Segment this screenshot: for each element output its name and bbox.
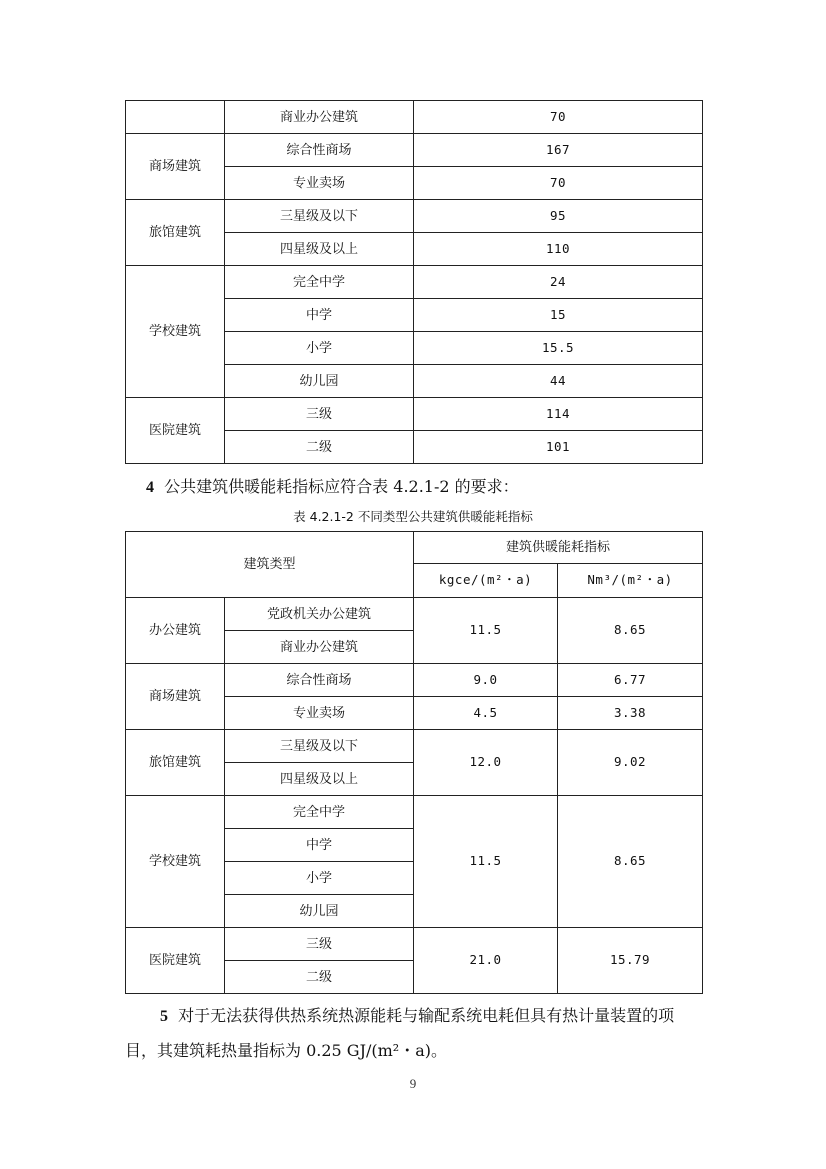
subtype-cell: 三星级及以下 [225,200,414,233]
subtype-cell: 四星级及以上 [225,233,414,266]
value-cell: 95 [414,200,703,233]
group-cell: 办公建筑 [126,598,225,664]
subtype-cell: 综合性商场 [225,134,414,167]
group-cell: 医院建筑 [126,398,225,464]
subtype-cell: 中学 [225,829,414,862]
subtype-cell: 二级 [225,961,414,994]
table-row [126,101,703,134]
value-kgce-cell: 4.5 [414,697,558,730]
table-row [126,796,703,829]
table-continued-energy-index [125,100,703,464]
table-row [126,398,703,431]
value-cell: 24 [414,266,703,299]
group-cell: 旅馆建筑 [126,730,225,796]
paragraph-5-line2: 目，其建筑耗热量指标为 0.25 GJ/(m²・a)。 [125,1041,447,1060]
subtype-cell: 小学 [225,332,414,365]
page-number: 9 [409,1076,417,1091]
group-cell: 旅馆建筑 [126,200,225,266]
subtype-cell: 三级 [225,928,414,961]
group-cell: 商场建筑 [126,134,225,200]
subtype-cell: 综合性商场 [225,664,414,697]
subtype-cell: 商业办公建筑 [225,101,414,134]
value-kgce-cell: 11.5 [414,598,558,664]
heating-energy-index-table [125,531,703,994]
value-nm3-cell: 9.02 [558,730,703,796]
subtype-cell: 完全中学 [225,796,414,829]
paragraph-5-line1 [160,1003,674,1026]
value-cell: 167 [414,134,703,167]
subtype-cell: 小学 [225,862,414,895]
value-kgce-cell: 12.0 [414,730,558,796]
header-unit-kgce: kgce/(m²・a) [414,564,558,598]
value-kgce-cell: 11.5 [414,796,558,928]
subtype-cell: 幼儿园 [225,895,414,928]
value-nm3-cell: 8.65 [558,598,703,664]
subtype-cell: 专业卖场 [225,697,414,730]
group-cell [126,101,225,134]
table-row [126,928,703,961]
value-cell: 70 [414,101,703,134]
value-nm3-cell: 15.79 [558,928,703,994]
table-row [126,266,703,299]
subtype-cell: 商业办公建筑 [225,631,414,664]
value-cell: 44 [414,365,703,398]
subtype-cell: 党政机关办公建筑 [225,598,414,631]
subtype-cell: 幼儿园 [225,365,414,398]
group-cell: 学校建筑 [126,796,225,928]
paragraph-text: 公共建筑供暖能耗指标应符合表 4.2.1-2 的要求： [164,477,519,496]
table-row [126,664,703,697]
value-kgce-cell: 9.0 [414,664,558,697]
value-nm3-cell: 3.38 [558,697,703,730]
subtype-cell: 完全中学 [225,266,414,299]
value-nm3-cell: 6.77 [558,664,703,697]
paragraph-number: 5 [160,1008,168,1025]
subtype-cell: 中学 [225,299,414,332]
header-unit-nm3: Nm³/(m²・a) [558,564,703,598]
subtype-cell: 专业卖场 [225,167,414,200]
value-cell: 110 [414,233,703,266]
value-cell: 70 [414,167,703,200]
table-row [126,730,703,763]
group-cell: 医院建筑 [126,928,225,994]
table-row [126,598,703,631]
header-row [126,532,703,564]
subtype-cell: 三级 [225,398,414,431]
paragraph-number: 4 [146,479,154,496]
table-row [126,200,703,233]
header-building-type: 建筑类型 [126,532,414,598]
subtype-cell: 三星级及以下 [225,730,414,763]
paragraph-4 [146,474,519,497]
table-row [126,134,703,167]
group-cell: 商场建筑 [126,664,225,730]
value-nm3-cell: 8.65 [558,796,703,928]
value-kgce-cell: 21.0 [414,928,558,994]
value-cell: 15.5 [414,332,703,365]
subtype-cell: 四星级及以上 [225,763,414,796]
group-cell: 学校建筑 [126,266,225,398]
subtype-cell: 二级 [225,431,414,464]
paragraph-text: 对于无法获得供热系统热源能耗与输配系统电耗但具有热计量装置的项 [178,1006,675,1025]
value-cell: 114 [414,398,703,431]
header-heating-index: 建筑供暖能耗指标 [414,532,703,564]
value-cell: 15 [414,299,703,332]
value-cell: 101 [414,431,703,464]
table-caption: 表 4.2.1-2 不同类型公共建筑供暖能耗指标 [293,509,533,524]
